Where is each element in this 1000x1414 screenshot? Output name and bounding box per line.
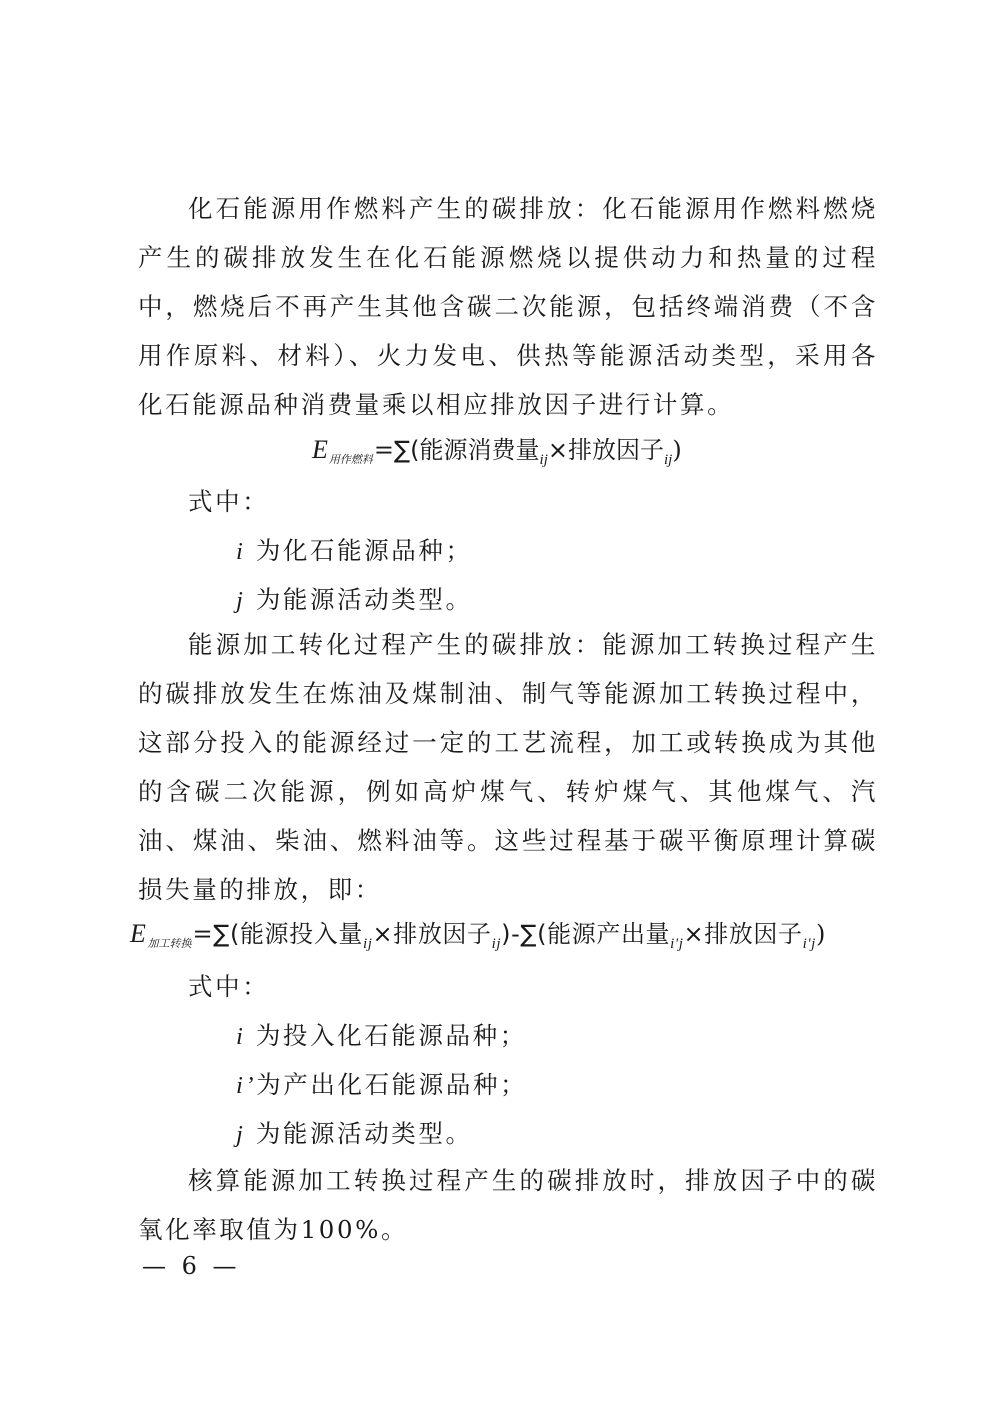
equation-term: 排放因子 bbox=[393, 920, 492, 948]
paragraph-oxidation-rate: 核算能源加工转换过程产生的碳排放时，排放因子中的碳氧化率取值为100%。 bbox=[138, 1166, 878, 1244]
equation-subscript: 加工转换 bbox=[147, 937, 192, 950]
index-subscript: ij bbox=[362, 936, 373, 952]
equation-subscript: 用作燃料 bbox=[328, 453, 373, 466]
equation-term: 排放因子 bbox=[568, 436, 664, 464]
equation-term: 能源消费量 bbox=[419, 436, 540, 464]
variable-j: j bbox=[236, 1121, 246, 1148]
page-number: — 6 — bbox=[142, 1252, 241, 1280]
definition-j bbox=[236, 581, 473, 616]
times-sign: × bbox=[372, 920, 394, 948]
variable-i-prime: i’ bbox=[236, 1072, 257, 1099]
paragraph-energy-processing: 能源加工转化过程产生的碳排放：能源加工转换过程产生的碳排放发生在炼油及煤制油、制气等能源加工转换过程中，这部分投入的能源经过一定的工艺流程，加工或转换成为其他的含碳二次能源，例如高炉煤气、转炉煤气、其他煤气、汽油、煤油、柴油、燃料油等。这些过程基于碳平衡原理计算碳损失量的排放，即： bbox=[138, 630, 878, 904]
equation-term: 能源产出量 bbox=[547, 920, 671, 948]
index-subscript: ij bbox=[491, 936, 502, 952]
equals-sign: = bbox=[373, 436, 394, 464]
definition-j bbox=[236, 1115, 473, 1150]
times-sign: × bbox=[683, 920, 705, 948]
definition-text: 为能源活动类型。 bbox=[255, 1119, 473, 1148]
equals-sign: = bbox=[192, 920, 214, 948]
equation-term: 能源投入量 bbox=[239, 920, 363, 948]
definition-text: 为能源活动类型。 bbox=[255, 585, 473, 614]
equation-energy-processing bbox=[130, 914, 826, 952]
definition-text: 为化石能源品种； bbox=[255, 536, 473, 565]
definition-text: 为产出化石能源品种； bbox=[256, 1070, 528, 1099]
paragraph-fuel-combustion: 化石能源用作燃料产生的碳排放：化石能源用作燃料燃烧产生的碳排放发生在化石能源燃烧以提供动力和热量的过程中，燃烧后不再产生其他含碳二次能源，包括终端消费（不含用作原料、材料）、火力发电、供热等能源活动类型，采用各化石能源品种消费量乘以相应排放因子进行计算。 bbox=[138, 194, 878, 419]
close-paren: ) bbox=[672, 436, 682, 464]
equation-symbol-e: E bbox=[312, 435, 328, 464]
times-sign: × bbox=[547, 436, 568, 464]
index-subscript: i'j bbox=[670, 936, 684, 952]
equation-fuel-combustion bbox=[312, 430, 682, 468]
where-label: 式中： bbox=[188, 487, 270, 516]
index-subscript: ij bbox=[539, 452, 548, 468]
variable-i: i bbox=[236, 538, 246, 565]
where-label: 式中： bbox=[188, 972, 270, 1001]
definition-i bbox=[236, 532, 473, 567]
sum-sign: ∑( bbox=[213, 920, 240, 948]
definition-i bbox=[236, 1017, 527, 1052]
variable-j: j bbox=[236, 587, 246, 614]
definition-i-prime bbox=[236, 1066, 527, 1101]
equation-symbol-e: E bbox=[130, 919, 147, 948]
index-subscript: ij bbox=[664, 452, 673, 468]
equation-term: 排放因子 bbox=[704, 920, 803, 948]
minus-sum-sign: )-∑( bbox=[501, 920, 548, 948]
definition-text: 为投入化石能源品种； bbox=[255, 1021, 527, 1050]
variable-i: i bbox=[236, 1023, 246, 1050]
index-subscript: i'j bbox=[802, 936, 816, 952]
sum-sign: ∑( bbox=[394, 436, 420, 464]
close-paren: ) bbox=[815, 920, 826, 948]
